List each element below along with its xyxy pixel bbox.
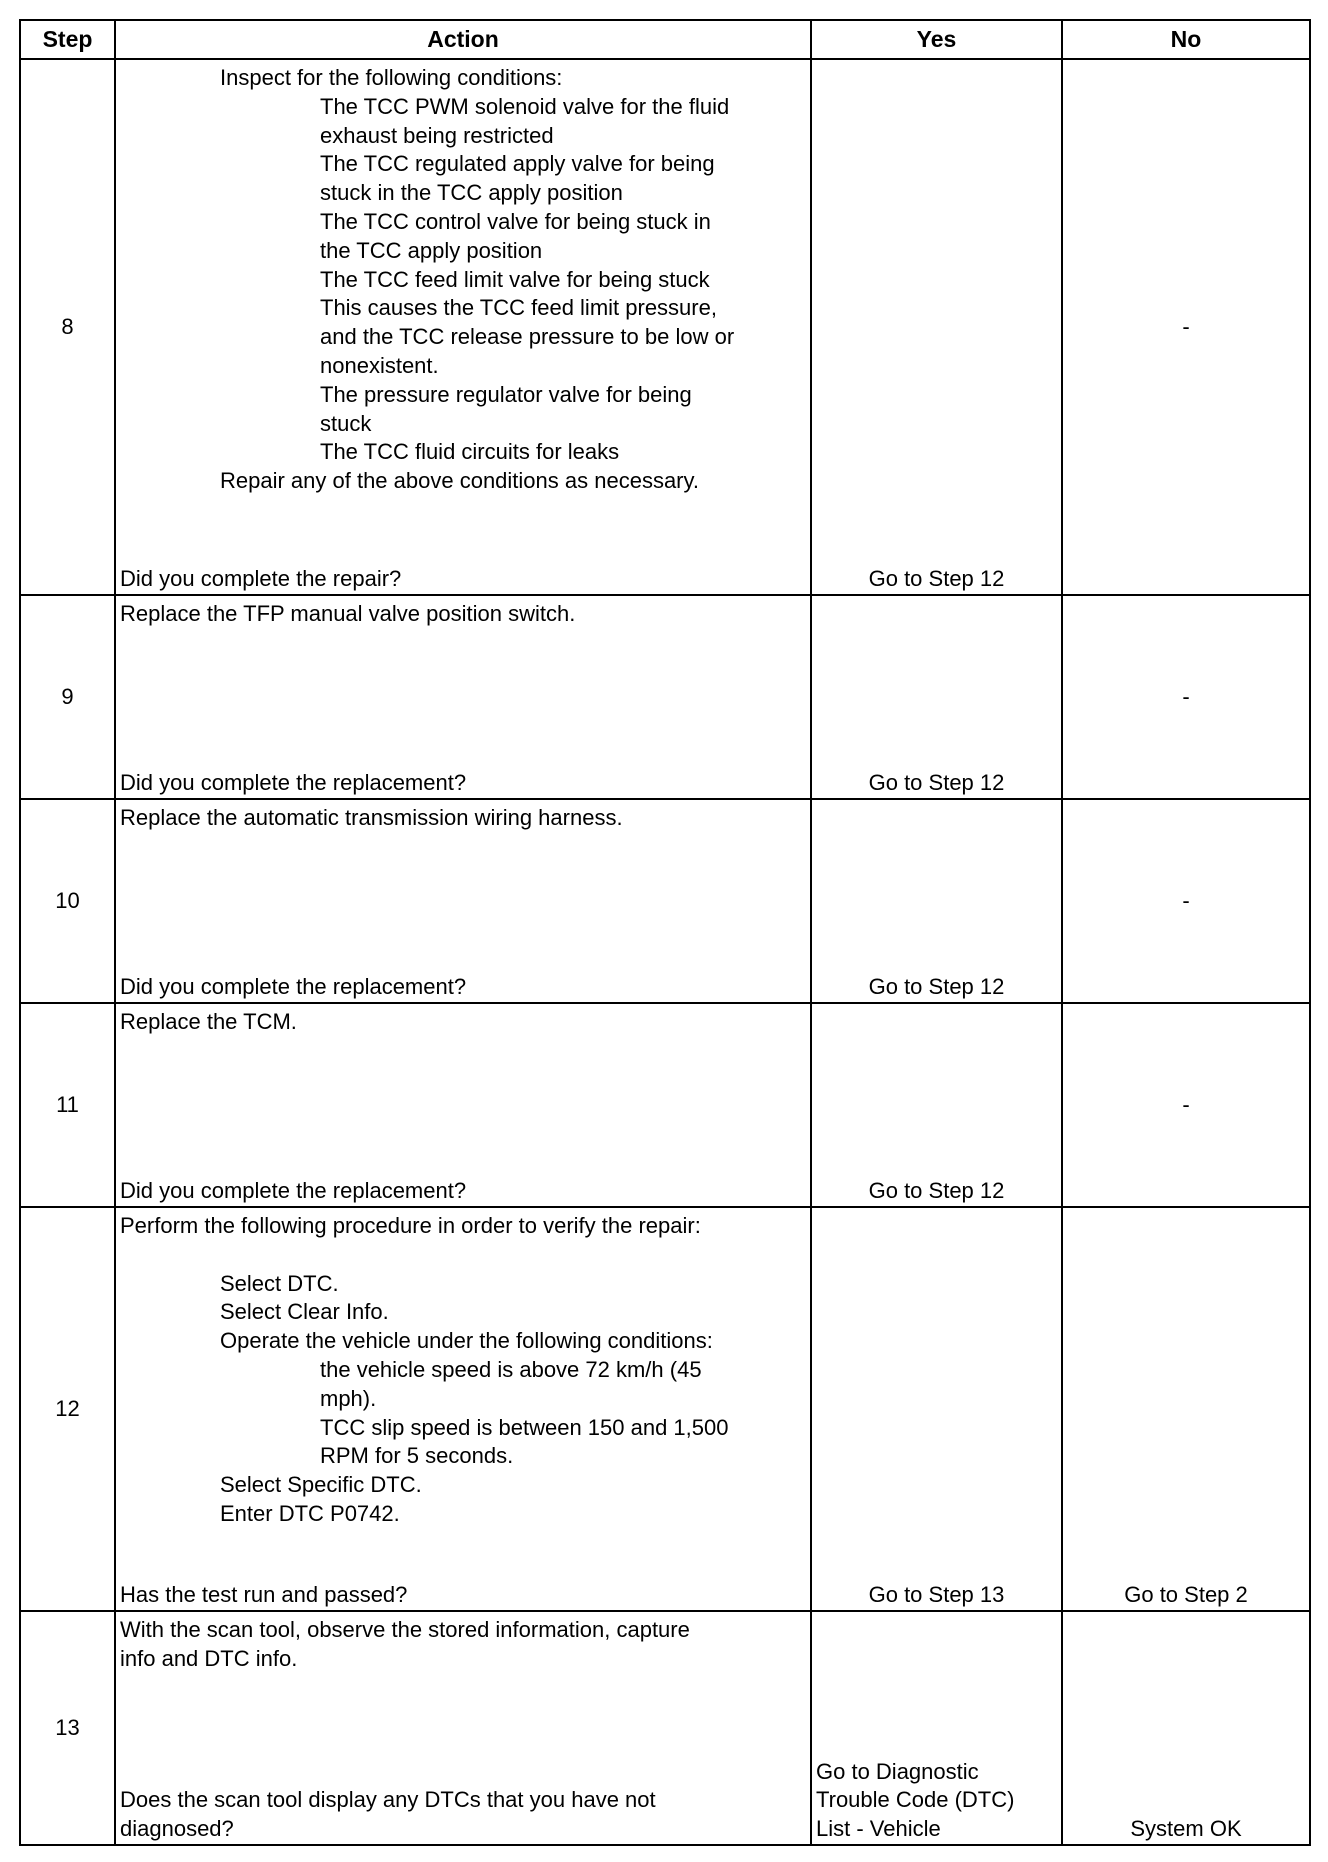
diagnostic-steps-table [19,19,1311,1846]
action-instructions [116,60,810,496]
action-line: info and DTC info. [120,1645,298,1671]
header-action: Action [115,20,811,59]
yes-result: Go to Diagnostic [816,1758,979,1784]
question-line: Has the test run and passed? [120,1582,408,1608]
action-cell [115,1207,811,1611]
step-number: 12 [20,1207,115,1611]
action-question [120,973,806,1002]
action-line: the vehicle speed is above 72 km/h (45 [320,1356,702,1382]
table-row [20,59,1310,595]
action-line: Select Clear Info. [220,1299,389,1325]
no-result: System OK [1062,1611,1310,1845]
action-line: exhaust being restricted [320,122,554,148]
action-line: mph). [320,1385,377,1411]
action-line: Inspect for the following conditions: [220,65,563,90]
yes-cell [811,1003,1062,1207]
action-line: Perform the following procedure in order to verify the repair: [120,1213,701,1238]
action-line: Select Specific DTC. [220,1472,422,1498]
action-question [120,1177,806,1206]
question-line: Did you complete the replacement? [120,974,467,1000]
action-cell [115,1611,811,1845]
no-result: Go to Step 2 [1062,1207,1310,1611]
no-result: - [1062,1003,1310,1207]
header-yes: Yes [811,20,1062,59]
step-number: 9 [20,595,115,799]
question-line: Does the scan tool display any DTCs that you have not [120,1787,656,1813]
header-row [20,20,1310,59]
action-instructions [116,596,810,629]
action-instructions [116,800,810,833]
action-line: The TCC regulated apply valve for being [320,151,715,177]
action-cell [115,59,811,595]
action-line: Repair any of the above conditions as necessary. [220,468,699,494]
step-number: 10 [20,799,115,1003]
action-content [116,1208,810,1610]
action-instructions [116,1004,810,1037]
yes-result: Go to Step 12 [868,974,1005,1000]
action-line: The TCC feed limit valve for being stuck [320,266,710,292]
action-content [116,1004,810,1206]
action-cell [115,1003,811,1207]
step-number: 11 [20,1003,115,1207]
table-row [20,1207,1310,1611]
no-result: - [1062,799,1310,1003]
action-line: Operate the vehicle under the following conditions: [220,1328,713,1354]
yes-cell [811,595,1062,799]
action-question [120,1786,806,1844]
yes-result: Trouble Code (DTC) [816,1787,1015,1813]
action-line: Replace the automatic transmission wiring harness. [120,805,623,830]
action-cell [115,595,811,799]
action-line: Enter DTC P0742. [220,1500,400,1526]
action-line: With the scan tool, observe the stored information, capture [120,1617,690,1642]
question-line: Did you complete the repair? [120,566,402,592]
question-line: Did you complete the replacement? [120,770,467,796]
yes-result: Go to Step 13 [868,1582,1005,1608]
action-line: the TCC apply position [320,237,543,263]
action-line: TCC slip speed is between 150 and 1,500 [320,1414,729,1440]
yes-result: Go to Step 12 [868,566,1005,592]
action-content [116,800,810,1002]
action-line: nonexistent. [320,352,439,378]
action-content [116,596,810,798]
header-step: Step [20,20,115,59]
yes-result: List - Vehicle [816,1816,941,1842]
table-row [20,1611,1310,1845]
action-content [116,60,810,594]
action-line: The TCC fluid circuits for leaks [320,439,620,465]
action-instructions [116,1612,810,1674]
step-number: 8 [20,59,115,595]
action-line: and the TCC release pressure to be low or [320,324,735,350]
action-line: The TCC control valve for being stuck in [320,208,711,234]
action-line: This causes the TCC feed limit pressure, [320,295,717,321]
table-row [20,1003,1310,1207]
header-no: No [1062,20,1310,59]
no-result: - [1062,59,1310,595]
action-question [120,1581,806,1610]
action-line: RPM for 5 seconds. [320,1443,514,1469]
no-result: - [1062,595,1310,799]
action-line: Select DTC. [220,1270,339,1296]
action-content [116,1612,810,1844]
question-line: diagnosed? [120,1816,234,1842]
yes-cell [811,1207,1062,1611]
yes-result: Go to Step 12 [868,770,1005,796]
yes-cell [811,799,1062,1003]
question-line: Did you complete the replacement? [120,1178,467,1204]
action-question [120,769,806,798]
action-line: Replace the TFP manual valve position switch. [120,601,576,626]
action-question [120,565,806,594]
table-row [20,799,1310,1003]
action-instructions [116,1208,810,1529]
yes-cell [811,1611,1062,1845]
yes-result: Go to Step 12 [868,1178,1005,1204]
action-line: Replace the TCM. [120,1009,297,1034]
yes-cell [811,59,1062,595]
action-line: stuck [320,410,372,436]
step-number: 13 [20,1611,115,1845]
action-line: The TCC PWM solenoid valve for the fluid [320,93,730,119]
action-cell [115,799,811,1003]
table-row [20,595,1310,799]
action-line: stuck in the TCC apply position [320,180,623,206]
action-line: The pressure regulator valve for being [320,381,692,407]
action-line [120,1241,806,1270]
